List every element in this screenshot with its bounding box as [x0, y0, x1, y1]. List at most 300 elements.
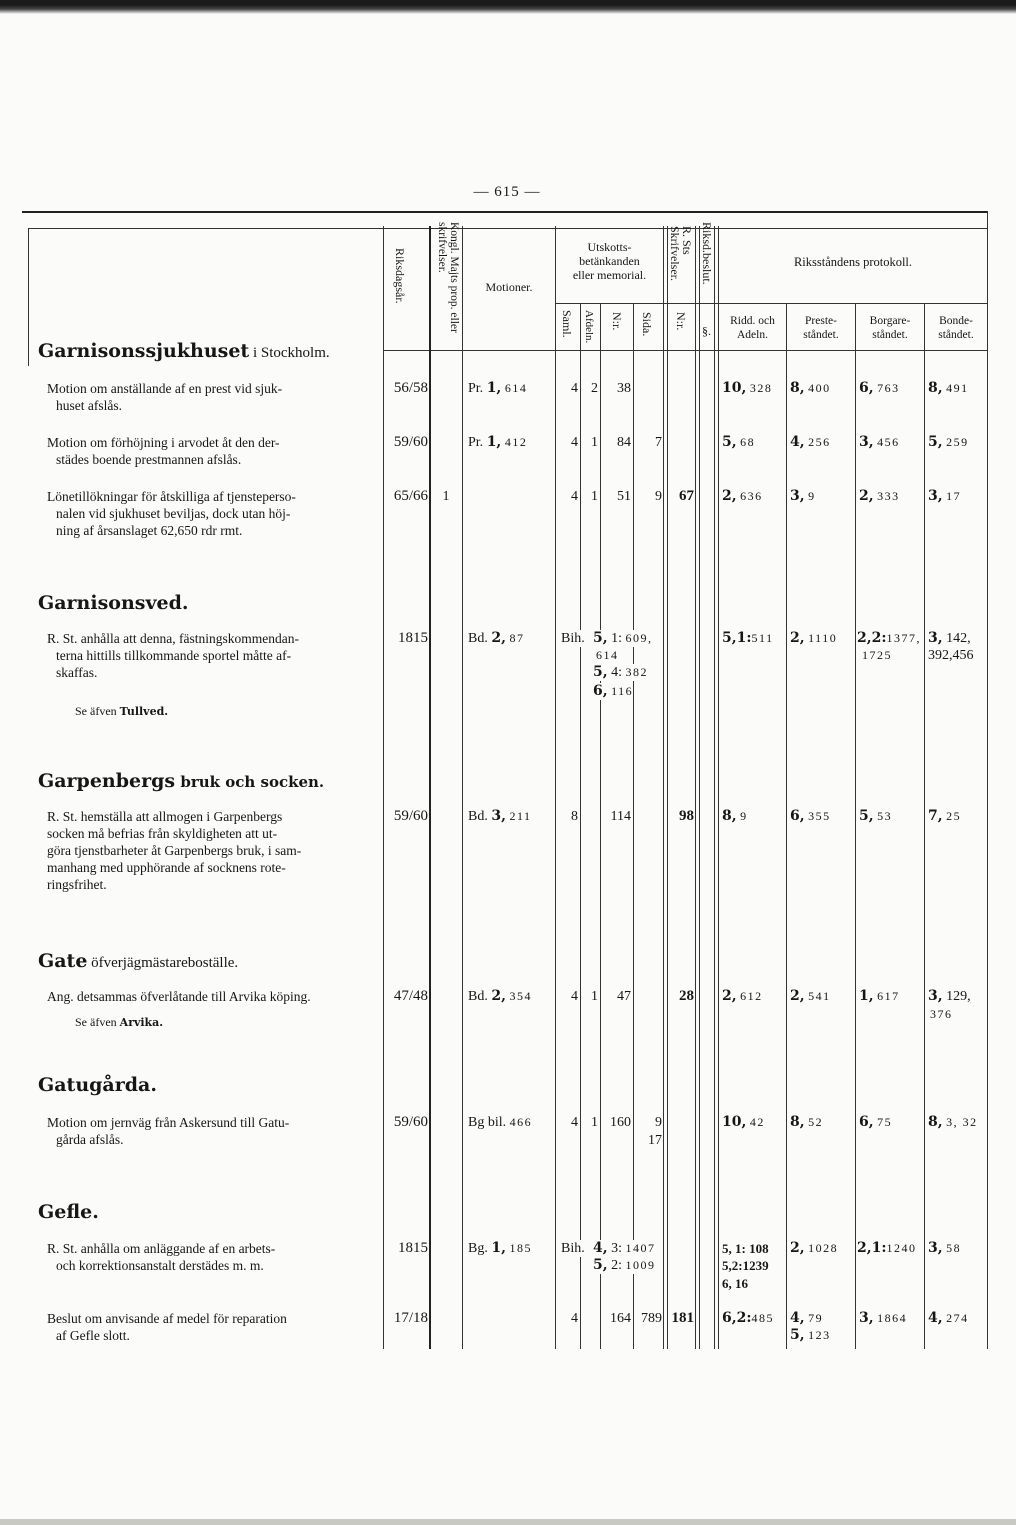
- entry-saml: 4: [571, 1311, 578, 1326]
- col-sep-prop: [462, 226, 463, 1349]
- preste-vol: 3,: [790, 488, 805, 504]
- motion-prefix: Bd.: [468, 989, 488, 1004]
- entry-bonde-cont: [928, 647, 974, 664]
- entry-year: 56/58: [393, 380, 428, 396]
- bih-page: 116: [611, 684, 634, 698]
- header-bonde: [925, 314, 987, 342]
- bih-page: 609,: [625, 631, 653, 645]
- desc-line: R. St. anhålla om anläggande af en arbets-: [47, 1241, 276, 1256]
- header-utskott-line3: eller memorial.: [572, 268, 647, 282]
- ridd-vol: 6,2:: [722, 1310, 752, 1326]
- motion-volume: 1,: [486, 434, 502, 450]
- desc-rest: gårda afslås.: [56, 1132, 124, 1147]
- section-title-text: Gatugårda.: [38, 1074, 157, 1096]
- preste-vol: 2,: [790, 1240, 805, 1256]
- desc-rest: huset afslås.: [56, 398, 122, 413]
- entry-description: [47, 434, 377, 468]
- header-bottom-rule: [383, 350, 987, 351]
- col-sep-afd: [600, 304, 601, 1349]
- motion-page: 412: [504, 435, 528, 449]
- bih-page: 1009: [625, 1258, 656, 1272]
- entry-borgare: [859, 434, 900, 451]
- borg-vol: 2,1:: [857, 1240, 887, 1256]
- bih-afd: 2:: [611, 1258, 623, 1273]
- section-title-text: Garnisonsved.: [38, 592, 189, 614]
- ridd-vol: 8,: [722, 808, 737, 824]
- col-sep-borgare: [924, 304, 925, 1349]
- bonde-vol: 3,: [928, 988, 943, 1004]
- bih-page: 1407: [625, 1241, 656, 1255]
- bonde-vol: 8,: [928, 1114, 943, 1130]
- motion-volume: 2,: [491, 630, 506, 646]
- right-frame: [987, 211, 988, 1349]
- preste-vol: 2,: [790, 630, 805, 646]
- preste-vol: 5,: [790, 1327, 805, 1343]
- entry-bih-line: [596, 647, 619, 664]
- preste-vol: 6,: [790, 808, 805, 824]
- desc-line: Motion om förhöjning i arvodet åt den der-: [47, 435, 280, 450]
- entry-bih-line: [593, 1257, 656, 1274]
- entry-preste: [790, 808, 831, 825]
- entry-description: [47, 988, 381, 1005]
- entry-nr: 51: [617, 489, 631, 504]
- entry-description: [47, 808, 377, 893]
- desc-rest: af Gefle slott.: [56, 1328, 130, 1343]
- entry-bonde: [928, 488, 961, 505]
- entry-bih-line: [593, 683, 633, 700]
- borg-page: 53: [877, 809, 893, 823]
- header-preste-line2: ståndet.: [803, 329, 839, 341]
- entry-sida: 789: [641, 1311, 662, 1326]
- col-sep-sida-double: [667, 226, 668, 1349]
- bonde-vol: 5,: [928, 434, 943, 450]
- bonde-vol: 4,: [928, 1310, 943, 1326]
- entry-saml: 4: [571, 989, 578, 1004]
- entry-bonde: [928, 434, 969, 451]
- header-borgare-line1: Borgare-: [869, 315, 911, 327]
- desc-line: Motion om jernväg från Askersund till Gatu-: [47, 1115, 290, 1130]
- bonde-page: 142,: [946, 631, 971, 646]
- header-riksdagsar: Riksdagsår.: [393, 248, 407, 304]
- entry-ridd: [722, 630, 774, 647]
- left-frame: [28, 228, 29, 366]
- entry-borgare: [859, 988, 900, 1005]
- col-sep-sida: [663, 226, 664, 1349]
- motion-page: 87: [509, 631, 525, 645]
- desc-rest: nalen vid sjukhuset beviljas, dock utan höj- ning af årsanslaget 62,650 rdr rmt.: [56, 506, 291, 538]
- preste-page: 541: [808, 989, 831, 1003]
- ridd-vol: 2,: [722, 488, 737, 504]
- header-nr: N:r.: [610, 312, 624, 331]
- entry-bonde: [928, 1114, 978, 1131]
- bih-vol: 5,: [593, 664, 608, 680]
- ridd-vol: 10,: [722, 380, 747, 396]
- desc-rest: terna hittills tillkommande sportel måtte af- skaffas.: [56, 648, 292, 680]
- header-kongl-prop: Kongl. Majts prop. eller skrifvelser.: [436, 222, 460, 333]
- motion-prefix: Bd.: [468, 631, 488, 646]
- borg-vol: 2,2:: [857, 630, 887, 646]
- section-title-text: Garpenbergs: [38, 770, 176, 792]
- entry-bonde-cont: [930, 1006, 953, 1023]
- desc-line: R. St. hemställa att allmogen i Garpenbergs: [47, 809, 283, 824]
- section-title-garnisonsved: [38, 592, 189, 614]
- entry-skr-nr: 67: [679, 488, 694, 504]
- desc-line: R. St. anhålla att denna, fästningskommendan-: [47, 631, 299, 646]
- motion-prefix: Pr.: [468, 435, 484, 450]
- borg-vol: 6,: [859, 380, 874, 396]
- entry-nr: 114: [610, 809, 631, 824]
- entry-afd: 2: [591, 381, 598, 396]
- entry-borgare: [857, 1240, 917, 1257]
- entry-year: 1815: [398, 630, 428, 646]
- header-borgare: [856, 314, 924, 342]
- entry-year: 59/60: [393, 808, 428, 824]
- section-title-gatugarda: [38, 1074, 157, 1096]
- bih-afd: 3:: [611, 1241, 623, 1256]
- bonde-page: 259: [946, 435, 969, 449]
- entry-bonde: [928, 630, 971, 647]
- borg-page: 1725: [862, 648, 892, 662]
- header-riksd-beslut: Riksd.beslut.: [700, 222, 714, 285]
- preste-vol: 4,: [790, 434, 805, 450]
- motion-volume: 1,: [486, 380, 502, 396]
- section-title-suffix: bruk och socken.: [175, 773, 325, 791]
- ridd-page: 9: [740, 809, 748, 823]
- entry-ridd: [722, 1310, 774, 1327]
- entry-saml: 4: [571, 1115, 578, 1130]
- motion-page: 211: [509, 809, 532, 823]
- see-also-ref: Arvika.: [119, 1016, 164, 1029]
- scan-bottom-edge: [0, 1519, 1016, 1525]
- borg-page: 456: [877, 435, 900, 449]
- col-sep-year: [429, 226, 431, 1349]
- entry-bonde: [928, 808, 961, 825]
- col-sep-par: [714, 226, 715, 1349]
- preste-vol: 4,: [790, 1310, 805, 1326]
- section-title-gate: [38, 950, 238, 972]
- preste-page: 400: [808, 381, 831, 395]
- entry-motion: [468, 808, 532, 825]
- see-also-prefix: Se äfven: [75, 1015, 120, 1029]
- entry-nr: 160: [610, 1115, 631, 1130]
- entry-bih-prefix: Bih.: [561, 631, 585, 646]
- entry-description: [47, 488, 377, 539]
- section-title-text: Gate: [38, 950, 88, 972]
- entry-description: [47, 1114, 377, 1148]
- section-title-suffix: öfverjägmästareboställe.: [87, 955, 239, 971]
- preste-page: 355: [808, 809, 831, 823]
- entry-description: [47, 1310, 377, 1344]
- entry-description: [47, 1240, 377, 1274]
- entry-bih-line: [593, 664, 648, 681]
- entry-bih-prefix: Bih.: [561, 1241, 585, 1256]
- entry-ridd-line: 6, 16: [722, 1276, 748, 1291]
- entry-motion: [468, 434, 527, 451]
- entry-saml: 8: [571, 809, 578, 824]
- borg-page: 763: [877, 381, 900, 395]
- bonde-vol: 8,: [928, 380, 943, 396]
- entry-borgare: [859, 380, 900, 397]
- entry-preste: [790, 1310, 823, 1327]
- col-sep-saml: [580, 304, 581, 1349]
- entry-bonde: [928, 1240, 961, 1257]
- motion-page: 614: [504, 381, 528, 395]
- borg-vol: 2,: [859, 488, 874, 504]
- entry-year: 59/60: [393, 1114, 428, 1130]
- bonde-vol: 3,: [928, 1240, 943, 1256]
- entry-borgare: [859, 1114, 892, 1131]
- bih-vol: 5,: [593, 1257, 608, 1273]
- borg-page: 333: [877, 489, 900, 503]
- preste-page: 123: [808, 1328, 831, 1342]
- ridd-page: 511: [751, 631, 774, 645]
- bih-afd: 1:: [611, 631, 623, 646]
- header-bonde-line1: Bonde-: [939, 315, 973, 327]
- borg-vol: 1,: [859, 988, 874, 1004]
- bih-vol: 5,: [593, 630, 608, 646]
- col-sep-nr: [633, 304, 634, 1349]
- entry-saml: 4: [571, 435, 578, 450]
- header-utskott-line1: Utskotts-: [587, 240, 632, 254]
- bih-page: 382: [625, 665, 649, 679]
- entry-description: [47, 630, 377, 681]
- entry-nr: 164: [610, 1311, 631, 1326]
- desc-rest: socken må befrias från skyldigheten att ut- göra tjenstbarheter åt Garpenbergs bruk, i sam- manhang med upphörande af socknens rote- ringsfrihet.: [47, 826, 302, 892]
- header-afdeln: Afdeln.: [583, 310, 595, 344]
- motion-volume: 3,: [491, 808, 506, 824]
- section-title-suffix: i Stockholm.: [249, 345, 330, 361]
- section-title-garpenbergs: [38, 770, 324, 792]
- entry-year: 17/18: [393, 1310, 428, 1326]
- borg-vol: 5,: [859, 808, 874, 824]
- entry-ridd: [722, 380, 772, 397]
- header-paragraph: §.: [702, 324, 711, 338]
- entry-ridd: [722, 808, 748, 825]
- section-title-garnisonssjukhuset: [38, 340, 330, 362]
- header-borgare-line2: ståndet.: [872, 329, 908, 341]
- entry-afd: 1: [591, 489, 598, 504]
- bonde-page: 3, 32: [946, 1115, 978, 1129]
- entry-sida: 7: [655, 435, 662, 450]
- motion-prefix: Bg bil.: [468, 1115, 507, 1130]
- entry-afd: 1: [591, 435, 598, 450]
- entry-borgare: [859, 1310, 907, 1327]
- bih-afd: 4:: [611, 665, 623, 680]
- protokoll-sub-rule: [718, 303, 988, 304]
- entry-skr-nr: 181: [671, 1310, 694, 1326]
- bonde-vol: 7,: [928, 808, 943, 824]
- ridd-page: 612: [740, 989, 763, 1003]
- scan-top-edge: [0, 0, 1016, 14]
- motion-page: 354: [509, 989, 532, 1003]
- preste-page: 52: [808, 1115, 824, 1129]
- entry-ridd-line: 5,2:1239: [722, 1258, 769, 1273]
- desc-line: Beslut om anvisande af medel för reparation: [47, 1311, 287, 1326]
- entry-bih-line: [593, 1240, 656, 1257]
- entry-motion: [468, 380, 527, 397]
- header-rsts-nr: N:r.: [674, 312, 688, 331]
- entry-preste: [790, 988, 831, 1005]
- entry-prop: 1: [442, 489, 450, 504]
- header-utskott: [556, 240, 663, 282]
- bonde-page: 58: [946, 1241, 962, 1255]
- ridd-page: 636: [740, 489, 763, 503]
- borg-page: 1377,: [886, 631, 922, 645]
- entry-sida: 9: [655, 1115, 662, 1130]
- entry-borgare: [859, 488, 900, 505]
- preste-page: 9: [808, 489, 816, 503]
- header-rsts-skrifvelser: R. Sts Skrifvelser.: [668, 226, 694, 281]
- bonde-vol: 3,: [928, 630, 943, 646]
- entry-ridd: [722, 1114, 765, 1131]
- ridd-page: 328: [749, 381, 773, 395]
- preste-vol: 8,: [790, 1114, 805, 1130]
- borg-vol: 6,: [859, 1114, 874, 1130]
- motion-prefix: Pr.: [468, 381, 484, 396]
- ridd-page: 42: [749, 1115, 765, 1129]
- bonde-page: 129,: [946, 989, 971, 1004]
- entry-saml: 4: [571, 489, 578, 504]
- bonde-page: 392,456: [928, 648, 974, 663]
- preste-vol: 8,: [790, 380, 805, 396]
- entry-bonde: [928, 1310, 969, 1327]
- motion-page: 185: [509, 1241, 532, 1255]
- entry-ridd: [722, 434, 755, 451]
- ridd-vol: 2,: [722, 988, 737, 1004]
- header-preste-line1: Preste-: [805, 315, 837, 327]
- see-also-prefix: Se äfven: [75, 704, 120, 718]
- entry-afd: 1: [591, 989, 598, 1004]
- desc-line: Motion om anställande af en prest vid sjuk-: [47, 381, 283, 396]
- entry-year: 47/48: [393, 988, 428, 1004]
- entry-afd: 1: [591, 1115, 598, 1130]
- borg-page: 75: [877, 1115, 893, 1129]
- see-also-arvika: [75, 1015, 163, 1030]
- motion-prefix: Bd.: [468, 809, 488, 824]
- header-ridd-line1: Ridd. och: [730, 315, 775, 327]
- entry-preste: [790, 1240, 838, 1257]
- entry-preste: [790, 1114, 823, 1131]
- entry-motion: [468, 1240, 532, 1257]
- col-sep-skr: [695, 226, 696, 1349]
- preste-vol: 2,: [790, 988, 805, 1004]
- entry-bih-line: [593, 630, 653, 647]
- motion-prefix: Bg.: [468, 1241, 488, 1256]
- header-utskott-line2: betänkanden: [579, 254, 640, 268]
- preste-page: 1110: [808, 631, 838, 645]
- entry-skr-nr: 98: [679, 808, 694, 824]
- header-sida: Sida.: [640, 312, 654, 337]
- bonde-page: 17: [946, 489, 962, 503]
- bih-vol: 6,: [593, 683, 608, 699]
- ridd-page: 485: [751, 1311, 775, 1325]
- entry-ridd: [722, 988, 763, 1005]
- entry-borgare: [859, 808, 892, 825]
- header-protokoll: Riksståndens protokoll.: [793, 255, 913, 269]
- entry-motion: [468, 1114, 532, 1131]
- header-ridd-line2: Adeln.: [737, 329, 768, 341]
- motion-volume: 2,: [491, 988, 506, 1004]
- entry-borgare-cont: [862, 647, 892, 664]
- ridd-vol: 5,: [722, 434, 737, 450]
- desc-rest: och korrektionsanstalt derstädes m. m.: [56, 1258, 264, 1273]
- col-sep-ridd: [786, 304, 787, 1349]
- entry-preste: [790, 434, 831, 451]
- entry-motion: [468, 630, 524, 647]
- entry-skr-nr: 28: [679, 988, 694, 1004]
- header-ridd: [719, 314, 786, 342]
- entry-bonde: [928, 988, 971, 1005]
- preste-page: 79: [808, 1311, 824, 1325]
- header-preste: [787, 314, 855, 342]
- desc-line: Ang. detsammas öfverlåtande till Arvika köping.: [47, 989, 311, 1004]
- entry-year: 65/66: [393, 488, 428, 504]
- page-number: — 615 —: [473, 184, 541, 200]
- entry-preste: [790, 630, 837, 647]
- see-also-tullved: [75, 704, 168, 719]
- entry-year: 1815: [398, 1240, 428, 1256]
- bonde-vol: 3,: [928, 488, 943, 504]
- entry-borgare: [857, 630, 921, 647]
- entry-ridd: [722, 488, 763, 505]
- header-bonde-line2: ståndet.: [938, 329, 974, 341]
- motion-volume: 1,: [491, 1240, 506, 1256]
- section-title-text: Gefle.: [38, 1201, 99, 1223]
- col-sep-preste: [855, 304, 856, 1349]
- entry-nr: 38: [617, 381, 631, 396]
- entry-nr: 84: [617, 435, 631, 450]
- borg-page: 617: [877, 989, 900, 1003]
- table-top-rule: [22, 211, 988, 213]
- ridd-page: 68: [740, 435, 756, 449]
- bonde-page: 376: [930, 1007, 953, 1021]
- see-also-ref: Tullved.: [119, 705, 169, 718]
- bonde-page: 491: [946, 381, 969, 395]
- bonde-page: 25: [946, 809, 962, 823]
- ridd-vol: 10,: [722, 1114, 747, 1130]
- bih-page: 614: [596, 648, 619, 662]
- entry-sida: 9: [655, 489, 662, 504]
- borg-page: 1240: [886, 1241, 917, 1255]
- entry-nr: 47: [617, 989, 631, 1004]
- bonde-page: 274: [946, 1311, 969, 1325]
- entry-preste: [790, 380, 831, 397]
- bih-vol: 4,: [593, 1240, 608, 1256]
- entry-ridd-line: 5, 1: 108: [722, 1241, 769, 1256]
- entry-description: [47, 380, 377, 414]
- col-sep-skr-double: [699, 226, 700, 1349]
- preste-page: 1028: [808, 1241, 839, 1255]
- header-motioner: Motioner.: [485, 280, 533, 294]
- col-sep-par-double: [718, 226, 719, 1349]
- entry-motion: [468, 988, 532, 1005]
- entry-sida-cont: 17: [648, 1133, 662, 1148]
- header-saml: Saml.: [560, 310, 574, 338]
- section-title-text: Garnisonssjukhuset: [38, 340, 250, 362]
- ridd-vol: 5,1:: [722, 630, 752, 646]
- entry-bonde: [928, 380, 969, 397]
- table-inner-rule: [28, 228, 988, 229]
- motion-page: 466: [509, 1115, 533, 1129]
- borg-page: 1864: [877, 1311, 908, 1325]
- borg-vol: 3,: [859, 434, 874, 450]
- section-title-gefle: [38, 1201, 99, 1223]
- entry-preste: [790, 488, 816, 505]
- entry-preste-cont: [790, 1327, 831, 1344]
- desc-rest: städes boende prestmannen afslås.: [56, 452, 242, 467]
- preste-page: 256: [808, 435, 831, 449]
- entry-saml: 4: [571, 381, 578, 396]
